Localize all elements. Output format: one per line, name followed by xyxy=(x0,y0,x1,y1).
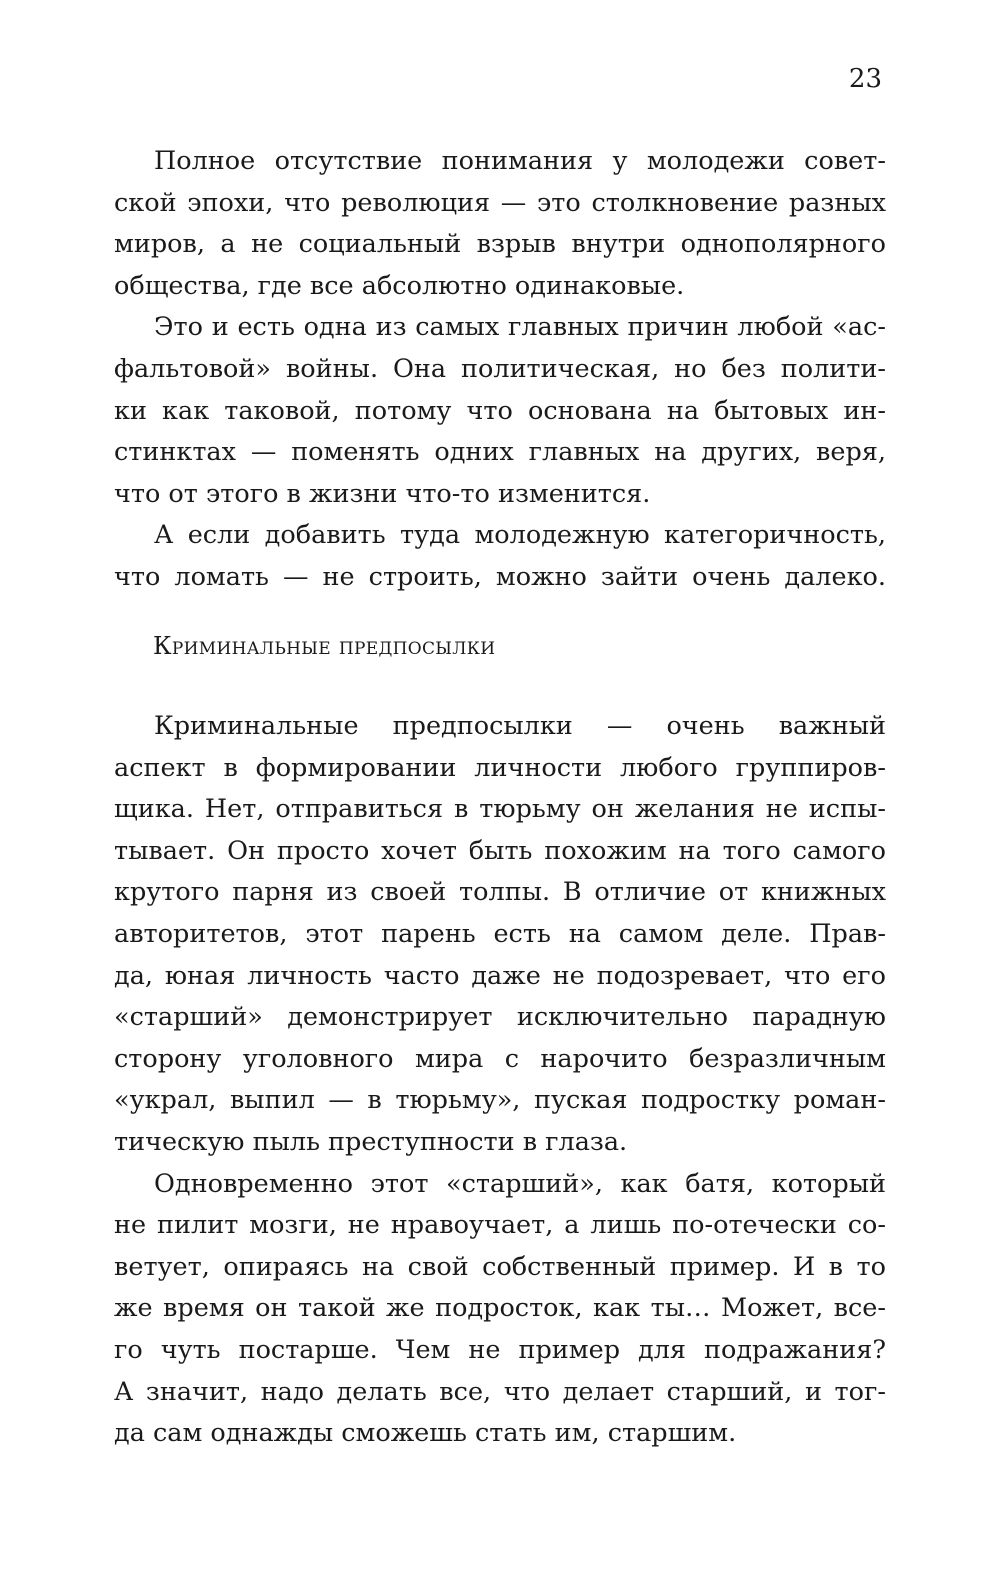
text-line: аспект в формировании личности любого группиров- xyxy=(114,752,886,783)
text-line: что ломать — не строить, можно зайти очень далеко. xyxy=(114,561,886,592)
page-number: 23 xyxy=(848,64,882,94)
text-line: ветует, опираясь на свой собственный пример. И в то xyxy=(114,1251,886,1282)
text-line: «украл, выпил — в тюрьму», пуская подростку роман- xyxy=(114,1085,886,1116)
text-line: авторитетов, этот парень есть на самом деле. Прав- xyxy=(114,918,886,949)
text-line: тическую пыль преступности в глаза. xyxy=(114,1126,628,1157)
text-line: А если добавить туда молодежную категоричность, xyxy=(154,520,886,551)
text-line: щика. Нет, отправиться в тюрьму он желания не испы- xyxy=(114,794,886,825)
text-line: А значит, надо делать все, что делает старший, и тог- xyxy=(114,1376,886,1407)
text-line: крутого парня из своей толпы. В отличие от книжных xyxy=(114,877,886,908)
text-line: сторону уголовного мира с нарочито безразличным xyxy=(114,1043,886,1074)
text-line: же время он такой же подросток, как ты… Может, все- xyxy=(114,1293,886,1324)
text-line: ки как таковой, потому что основана на бытовых ин- xyxy=(114,395,886,426)
text-line: не пилит мозги, не нравоучает, а лишь по-отечески со- xyxy=(114,1210,886,1241)
text-line: Полное отсутствие понимания у молодежи совет- xyxy=(154,146,886,176)
text-line: тывает. Он просто хочет быть похожим на того самого xyxy=(114,835,886,866)
section-heading: Криминальные предпосылки xyxy=(153,632,496,660)
text-line: да сам однажды сможешь стать им, старшим. xyxy=(114,1418,737,1449)
text-line: миров, а не социальный взрыв внутри однополярного xyxy=(114,229,886,260)
text-line: го чуть постарше. Чем не пример для подражания? xyxy=(114,1334,886,1365)
text-line: ской эпохи, что революция — это столкновение разных xyxy=(114,187,886,218)
section-1-text xyxy=(114,141,886,599)
section-2-text xyxy=(114,706,886,1455)
text-line: да, юная личность часто даже не подозревает, что его xyxy=(114,960,886,991)
text-line: стинктах — поменять одних главных на других, веря, xyxy=(114,437,886,468)
text-line: общества, где все абсолютно одинаковые. xyxy=(114,270,685,301)
text-line: Это и есть одна из самых главных причин любой «ас- xyxy=(154,312,886,343)
text-line: «старший» демонстрирует исключительно парадную xyxy=(114,1002,886,1033)
text-line: что от этого в жизни что-то изменится. xyxy=(114,478,651,509)
text-line: фальтовой» войны. Она политическая, но без полити- xyxy=(114,353,886,384)
text-line: Криминальные предпосылки — очень важный xyxy=(154,711,886,741)
text-line: Одновременно этот «старший», как батя, который xyxy=(154,1168,886,1199)
